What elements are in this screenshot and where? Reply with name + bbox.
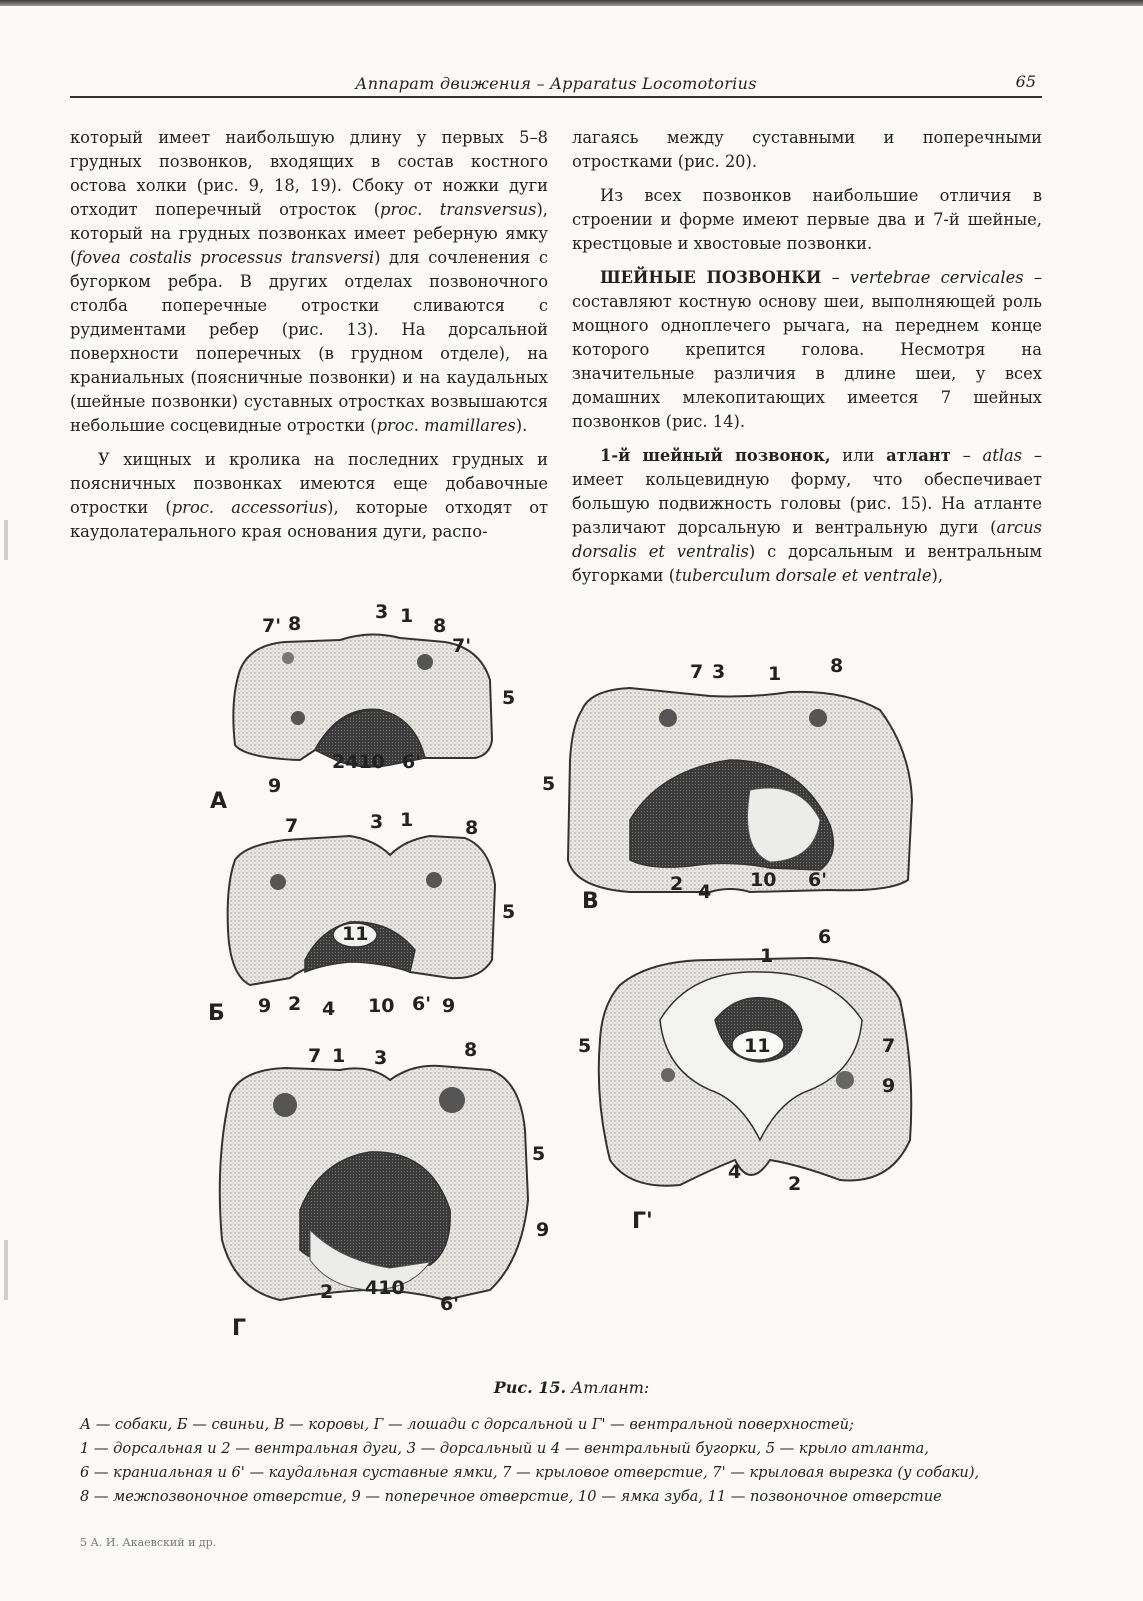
footer-signature: 5 А. И. Акаевский и др. <box>80 1536 217 1549</box>
label-7p: 7' <box>262 615 282 637</box>
label-8: 8 <box>288 613 302 635</box>
label-5: 5 <box>532 1143 546 1165</box>
label-3: 3 <box>712 661 726 683</box>
atlas-figure <box>190 600 950 1341</box>
label-2: 2 <box>788 1173 802 1195</box>
label-6p: 6' <box>440 1293 460 1315</box>
panel-label-b: Б <box>208 1001 225 1026</box>
label-6p: 6' <box>412 993 432 1015</box>
right-column <box>572 126 1042 598</box>
paragraph: Из всех позвонков наибольшие отличия в строении и форме имеют первые два и 7-й шейные, крестцовые и хвостовые позвонки. <box>572 186 1042 253</box>
label-11: 11 <box>342 923 369 945</box>
label-2: 2 <box>320 1281 334 1303</box>
label-1: 1 <box>768 663 782 685</box>
page-header <box>70 70 1042 98</box>
panel-label-g-prime: Г' <box>632 1209 653 1234</box>
panel-g-horse-dorsal <box>220 1066 528 1300</box>
label-8: 8 <box>830 655 844 677</box>
label-4: 4 <box>728 1161 742 1183</box>
label-10: 10 <box>750 869 777 891</box>
label-1: 1 <box>400 809 414 831</box>
label-5: 5 <box>578 1035 592 1057</box>
panel-label-g: Г <box>232 1316 247 1341</box>
label-6p: 6' <box>402 751 422 773</box>
paragraph: который имеет наибольшую длину у первых 5–8 грудных позвонков, входящих в состав костного остова холки (рис. 9, 18, 19). Сбоку от ножки дуги отходит поперечный отросток (proc. transversus), который на грудных позвонках имеет реберную ямку (fovea costalis processus transversi) для сочленения с бугорком ребра. В других отделах позвоночного столба поперечные отростки сливаются с рудиментами ребер (рис. 13). На дорсальной поверхности поперечных (в грудном отделе), на краниальных (поясничные позвонки) и на каудальных (шейные позвонки) суставных отростках возвышаются небольшие сосцевидные отростки (proc. mamillares). <box>70 128 548 435</box>
figure-caption: Рис. 15. Атлант: <box>493 1378 650 1397</box>
label-8: 8 <box>465 817 479 839</box>
label-4: 4 <box>698 881 712 903</box>
paragraph: У хищных и кролика на последних грудных и поясничных позвонках имеются еще добавочные отростки (proc. accessorius), которые отходят от каудолатерального края основания дуги, распо- <box>70 450 548 541</box>
label-7: 7 <box>882 1035 896 1057</box>
label-9: 9 <box>268 775 282 797</box>
label-2: 2 <box>670 873 684 895</box>
label-8: 8 <box>433 615 447 637</box>
paragraph: ШЕЙНЫЕ ПОЗВОНКИ – vertebrae cervicales – составляют костную основу шеи, выполняющей роль мощного одноплечего рычага, на переднем конце которого крепится голова. Несмотря на значительные различия в длине шеи, у всех домашних млекопитающих имеется 7 шейных позвонков (рис. 14). <box>572 268 1042 431</box>
label-1: 1 <box>760 945 774 967</box>
label-4: 4 <box>322 998 336 1020</box>
figure-legend <box>80 1413 1070 1509</box>
label-7: 7 <box>308 1045 322 1067</box>
label-1: 1 <box>400 605 414 627</box>
label-410: 410 <box>365 1277 405 1299</box>
label-1: 1 <box>332 1045 346 1067</box>
label-8: 8 <box>464 1039 478 1061</box>
label-7: 7 <box>690 661 704 683</box>
panel-g-prime-horse-ventral <box>599 958 912 1186</box>
label-9: 9 <box>258 995 272 1017</box>
label-5: 5 <box>502 687 516 709</box>
label-9: 9 <box>882 1075 896 1097</box>
left-column <box>70 126 548 554</box>
legend-line: А — собаки, Б — свиньи, В — коровы, Г — лошади с дорсальной и Г' — вентральной поверхностей; <box>80 1416 854 1433</box>
label-6: 6 <box>818 926 832 948</box>
paragraph: лагаясь между суставными и поперечными отростками (рис. 20). <box>572 128 1042 171</box>
scan-artifact <box>4 520 8 560</box>
label-10: 10 <box>368 995 395 1017</box>
scan-artifact <box>4 1240 8 1300</box>
label-2: 2 <box>288 993 302 1015</box>
panel-label-a: А <box>210 789 228 814</box>
paragraph: 1-й шейный позвонок, или атлант – atlas – имеет кольцевидную форму, что обеспечивает большую подвижность головы (рис. 15). На атланте различают дорсальную и вентральную дуги (arcus dorsalis et ventralis) с дорсальным и вентральным бугорками (tuberculum dorsale et ventrale), <box>572 446 1042 585</box>
scan-top-edge <box>0 0 1143 6</box>
label-7: 7 <box>285 815 299 837</box>
atlas-illustration <box>190 600 950 1341</box>
panel-label-v: В <box>582 889 599 914</box>
legend-line: 6 — краниальная и 6' — каудальная суставные ямки, 7 — крыловое отверстие, 7' — крыловая вырезка (у собаки), <box>80 1464 980 1481</box>
label-9: 9 <box>442 995 456 1017</box>
legend-line: 8 — межпозвоночное отверстие, 9 — поперечное отверстие, 10 — ямка зуба, 11 — позвоночное отверстие <box>80 1488 942 1505</box>
label-6p: 6' <box>808 869 828 891</box>
page-number: 65 <box>1015 72 1036 91</box>
label-9: 9 <box>536 1219 550 1241</box>
panel-v-cow <box>568 688 912 892</box>
panel-b-pig <box>228 836 495 985</box>
label-7p: 7' <box>452 635 472 657</box>
label-2410: 2410 <box>332 751 385 773</box>
label-3: 3 <box>370 811 384 833</box>
label-5: 5 <box>542 773 556 795</box>
legend-line: 1 — дорсальная и 2 — вентральная дуги, 3 — дорсальный и 4 — вентральный бугорки, 5 — крыло атланта, <box>80 1440 929 1457</box>
label-3: 3 <box>374 1047 388 1069</box>
running-title: Аппарат движения – Apparatus Locomotorius <box>355 74 757 93</box>
label-11: 11 <box>744 1035 771 1057</box>
label-3: 3 <box>375 601 389 623</box>
label-5: 5 <box>502 901 516 923</box>
